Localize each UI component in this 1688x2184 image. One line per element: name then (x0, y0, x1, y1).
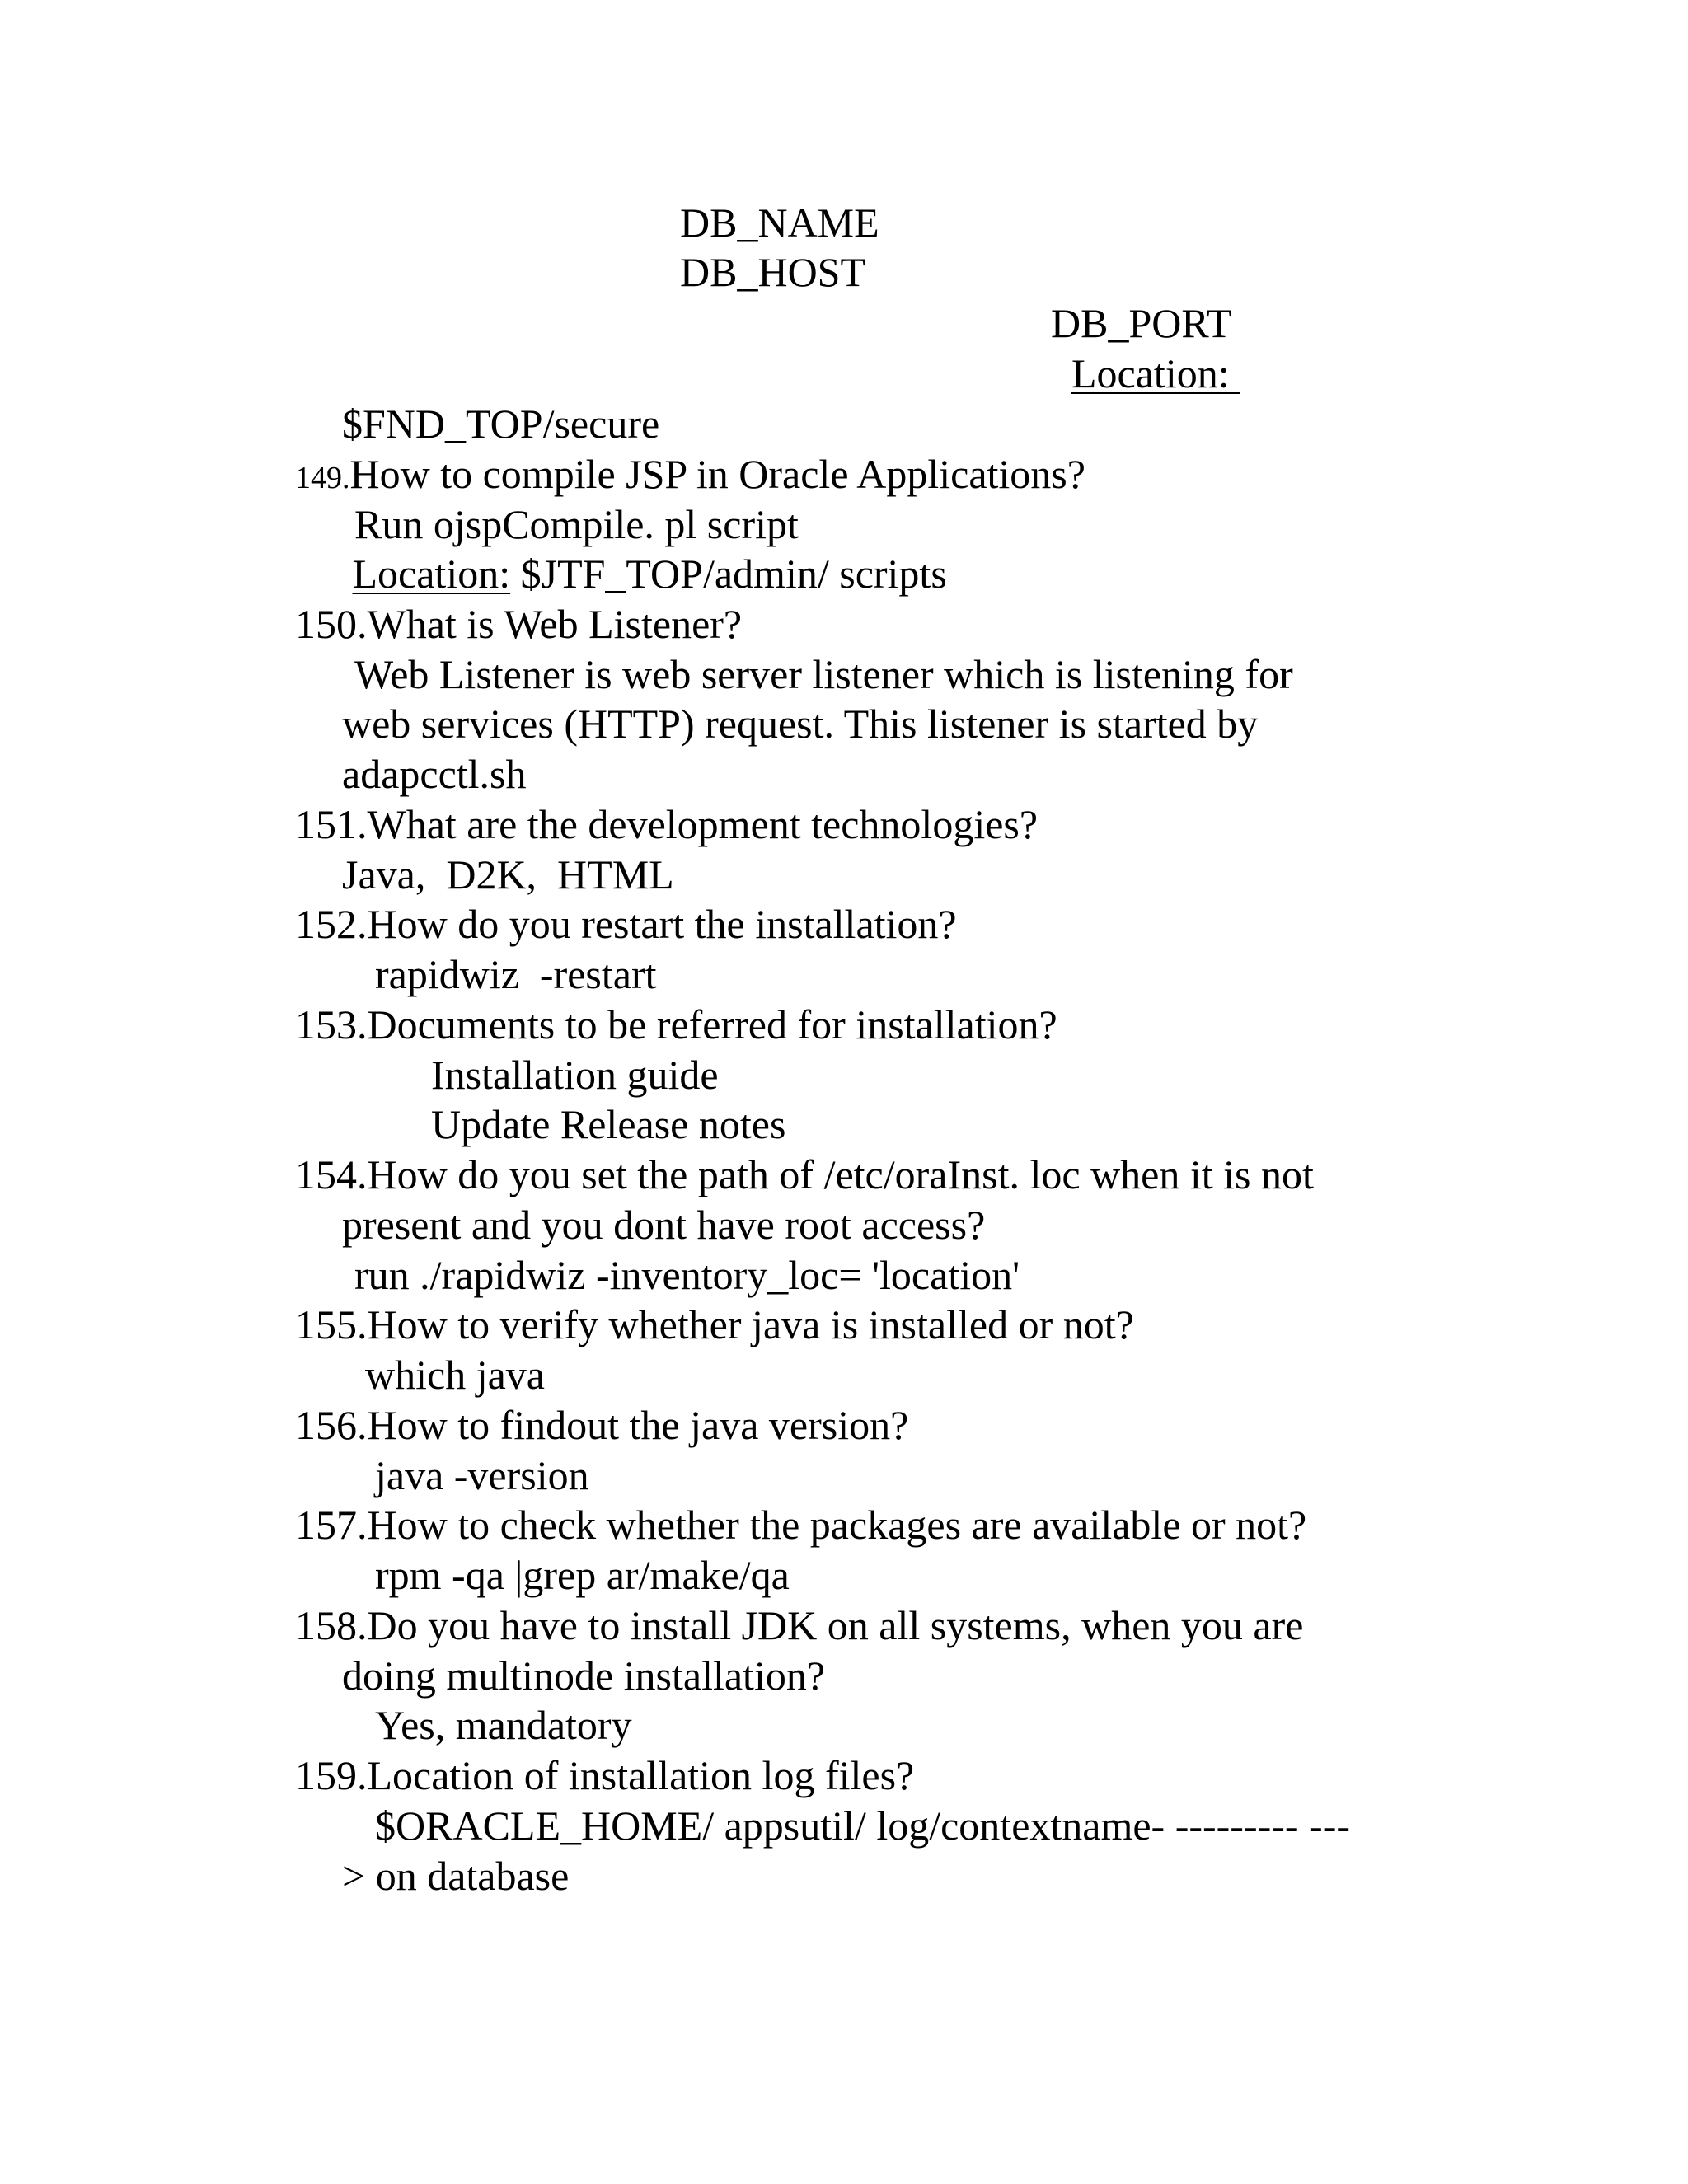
question-number: 156. (295, 1402, 368, 1448)
answer-151-line-1: Java, D2K, HTML (342, 851, 674, 898)
answer-157-line-1: rpm -qa |grep ar/make/qa (375, 1552, 790, 1598)
answer-156-line-1: java -version (375, 1452, 589, 1498)
question-number: 153. (295, 1001, 368, 1047)
question-156 (295, 1400, 908, 1450)
header-location-label: Location: (1071, 350, 1240, 396)
db-name-label: DB_NAME (680, 199, 879, 246)
question-159 (295, 1750, 914, 1800)
question-150 (295, 599, 742, 649)
answer-150-line-2: web services (HTTP) request. This listener is started by (342, 701, 1259, 747)
question-text: Documents to be referred for installation? (367, 1001, 1057, 1047)
location-value: $JTF_TOP/admin/ scripts (510, 551, 947, 597)
question-text: How do you restart the installation? (367, 901, 957, 947)
question-number: 158. (295, 1602, 368, 1648)
question-text: How to findout the java version? (367, 1402, 909, 1448)
question-number: 150. (295, 601, 368, 647)
answer-153-line-2: Update Release notes (431, 1101, 786, 1147)
question-157 (295, 1500, 1306, 1549)
answer-154-line-1: run ./rapidwiz -inventory_loc= 'location' (354, 1252, 1020, 1298)
question-149 (295, 449, 1085, 503)
answer-158-line-1: Yes, mandatory (375, 1702, 632, 1748)
answer-159-line-2: > on database (342, 1853, 570, 1899)
question-158 (295, 1601, 1303, 1650)
question-text: How to verify whether java is installed or not? (367, 1301, 1134, 1347)
question-number: 151. (295, 801, 368, 847)
question-text: How to compile JSP in Oracle Applications? (349, 451, 1085, 497)
question-text: What is Web Listener? (367, 601, 743, 647)
question-152 (295, 899, 957, 949)
question-number: 149. (295, 461, 350, 495)
question-158-cont: doing multinode installation? (342, 1652, 826, 1699)
answer-159-line-1: $ORACLE_HOME/ appsutil/ log/contextname- --------- --- (375, 1802, 1351, 1849)
question-text: How to check whether the packages are available or not? (367, 1502, 1307, 1548)
header-location-value: $FND_TOP/secure (342, 401, 660, 447)
question-number: 154. (295, 1151, 368, 1197)
answer-150-line-3: adapcctl.sh (342, 751, 527, 797)
answer-149-line-1: Run ojspCompile. pl script (354, 501, 799, 547)
answer-152-line-1: rapidwiz -restart (375, 951, 657, 997)
answer-155-line-1: which java (365, 1352, 545, 1398)
question-text: What are the development technologies? (367, 801, 1039, 847)
question-text: Do you have to install JDK on all systems, when you are (367, 1602, 1304, 1648)
db-host-label: DB_HOST (680, 249, 866, 295)
question-number: 157. (295, 1502, 368, 1548)
question-number: 159. (295, 1752, 368, 1798)
question-151 (295, 799, 1038, 849)
db-port-label: DB_PORT (1051, 300, 1232, 346)
answer-150-line-1: Web Listener is web server listener which is listening for (354, 651, 1293, 697)
question-154 (295, 1150, 1314, 1199)
question-153 (295, 1000, 1057, 1049)
answer-149-location (342, 549, 947, 598)
question-154-cont: present and you dont have root access? (342, 1202, 986, 1248)
question-text: How do you set the path of /etc/oraInst. loc when it is not (367, 1151, 1314, 1197)
location-label: Location: (352, 551, 511, 597)
question-number: 155. (295, 1301, 368, 1347)
question-number: 152. (295, 901, 368, 947)
question-text: Location of installation log files? (367, 1752, 915, 1798)
answer-153-line-1: Installation guide (431, 1052, 719, 1098)
question-155 (295, 1300, 1134, 1349)
